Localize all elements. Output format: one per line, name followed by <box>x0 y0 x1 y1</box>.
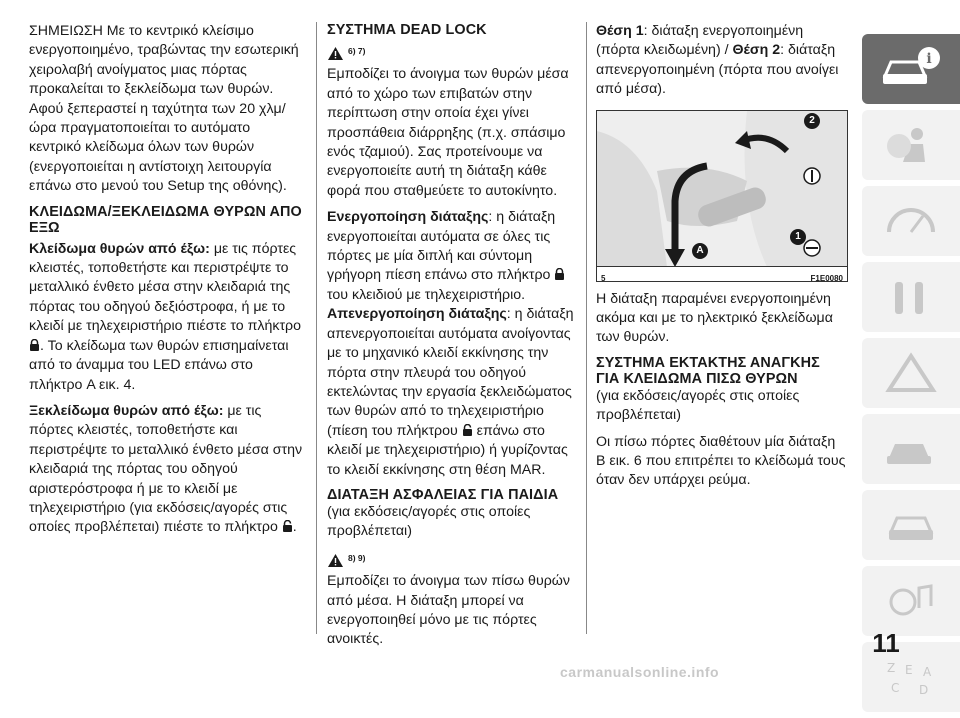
child-safety-subtitle: (για εκδόσεις/αγορές στις οποίες προβλέπεται) <box>327 503 531 540</box>
activation-text-a: : η διάταξη ενεργοποιείται αυτόματα σε όλες τις πόρτες με μία διπλή και σύντομη γρήγορη πίεση επάνω στο πλήκτρο <box>327 209 556 284</box>
child-safety-paragraph: Εμποδίζει το άνοιγμα των πίσω θυρών από μέσα. Η διάταξη μπορεί να ενεργοποιηθεί μόνο με τις πόρτες ανοικτές. <box>327 573 570 648</box>
airbag-icon <box>879 122 943 168</box>
unlock-text-a: με τις πόρτες κλειστές, τοποθετήστε και περιστρέψτε το μεταλλικό ένθετο μέσα στην κλειδαριά της πόρτας του οδηγού αριστερόστροφα ή με το κλειδί με τηλεχειριστήριο (για εκδόσεις/αγορές στις οποίες προβλέπεται) πιέστε το πλήκτρο <box>29 402 303 536</box>
warning-ref-2 <box>327 549 577 568</box>
tab-emergency[interactable] <box>862 338 960 408</box>
warning-triangle-icon <box>879 350 943 396</box>
activation-paragraph <box>327 208 577 305</box>
badge-2: 2 <box>804 113 820 129</box>
svg-text:i: i <box>926 51 932 67</box>
emergency-lock-paragraph: Οι πίσω πόρτες διαθέτουν μία διάταξη B εικ. 6 που επιτρέπει το κλείδωμά τους όταν δεν υπάρχει ρεύμα. <box>596 433 846 489</box>
padlock-open-icon <box>462 423 473 435</box>
column-divider <box>586 22 587 634</box>
badge-a: A <box>692 243 708 259</box>
tools-icon <box>879 274 943 320</box>
section-heading-dead-lock: ΣΥΣΤΗΜΑ DEAD LOCK <box>327 22 487 38</box>
warning-ref-1-label: 6) 7) <box>348 46 366 56</box>
page-number: 11 <box>872 628 900 658</box>
deactivation-text-a: : η διάταξη απενεργοποιείται αυτόματα ανοίγοντας με το μηχανικό κλειδί εκκίνησης την πόρτα στην πλευρά του οδηγού εκτελώντας την εργασία ξεκλειδώματος των θυρών από το τηλεχειριστήριο (πίεση του πλήκτρου <box>327 306 574 439</box>
deactivation-paragraph <box>327 305 577 480</box>
index-icon <box>879 654 943 700</box>
figure-child-lock <box>596 110 848 282</box>
position-1-label: Θέση 1 <box>596 23 644 39</box>
activation-label: Ενεργοποίηση διάταξης <box>327 209 489 226</box>
svg-text:D: D <box>919 683 929 697</box>
tab-tools[interactable] <box>862 262 960 332</box>
unlock-label: Ξεκλείδωμα θυρών από έξω: <box>29 402 224 419</box>
warning-ref-1 <box>327 42 577 61</box>
lock-label: Κλείδωμα θυρών από έξω: <box>29 240 210 257</box>
deactivation-label: Απενεργοποίηση διάταξης <box>327 306 507 323</box>
position-1-text: : διάταξη ενεργοποιημένη (πόρτα κλειδωμένη) / <box>596 23 804 59</box>
tab-technical-data[interactable] <box>862 490 960 560</box>
unlock-paragraph <box>29 402 305 538</box>
column-right <box>596 22 846 498</box>
svg-text:E: E <box>905 663 913 677</box>
lock-text-a: με τις πόρτες κλειστές, τοποθετήστε και περιστρέψτε το μεταλλικό ένθετο μέσα στην κλειδαριά της πόρτας του οδηγού δεξιόστροφα, ή με το κλειδί με τηλεχειριστήριο πιέστε το πλήκτρο <box>29 240 302 335</box>
info-car-icon <box>879 46 943 92</box>
position-2-label: Θέση 2 <box>732 42 781 59</box>
tab-multimedia[interactable] <box>862 566 960 636</box>
column-left <box>29 22 305 545</box>
badge-1: 1 <box>790 229 806 245</box>
warning-triangle-icon <box>327 553 344 568</box>
tab-maintenance[interactable] <box>862 414 960 484</box>
car-crash-icon <box>879 426 943 472</box>
padlock-open-icon <box>282 519 293 531</box>
column-middle <box>327 22 577 657</box>
lock-paragraph <box>29 240 305 395</box>
child-lock-illustration <box>597 111 847 267</box>
remains-active-paragraph: Η διάταξη παραμένει ενεργοποιημένη ακόμα και με το ηλεκτρικό ξεκλείδωμα των θυρών. <box>596 290 833 346</box>
svg-text:Z: Z <box>887 661 896 675</box>
lock-text-b: . Το κλείδωμα των θυρών επισημαίνεται από το άναμμα του LED επάνω στο πλήκτρο A εικ. 4. <box>29 337 289 393</box>
tab-safety[interactable] <box>862 110 960 180</box>
positions-paragraph <box>596 22 846 100</box>
tab-starting-driving[interactable] <box>862 186 960 256</box>
position-2-text: : διάταξη απενεργοποιημένη (πόρτα που ανοίγει από μέσα). <box>596 42 839 98</box>
figure-code: F1E0080 <box>810 273 843 282</box>
section-heading-lock-unlock: ΚΛΕΙΔΩΜΑ/ΞΕΚΛΕΙΔΩΜΑ ΘΥΡΩΝ ΑΠΟ ΕΞΩ <box>29 203 302 236</box>
note-paragraph: ΣΗΜΕΙΩΣΗ Με το κεντρικό κλείσιμο ενεργοποιημένο, τραβώντας την εσωτερική χειρολαβή ανοίγματος μιας πόρτας προκαλείται το ξεκλείδωμα των θυρών. Αφού ξεπεραστεί η ταχύτητα των 20 χλμ/ώρα πραγματοποιείται το αυτόματο κεντρικό κλείδωμα όλων των θυρών (ενεργοποιείται η αντίστοιχη λειτουργία επάνω στο μενού του Setup της οθόνης). <box>29 23 299 195</box>
tab-info[interactable] <box>862 34 960 104</box>
chapter-sidebar <box>862 34 960 718</box>
watermark: carmanualsonline.info <box>560 664 720 680</box>
svg-text:C: C <box>891 681 900 695</box>
figure-number: 5 <box>601 273 606 282</box>
svg-text:A: A <box>923 665 932 679</box>
multimedia-icon <box>879 578 943 624</box>
warning-ref-2-label: 8) 9) <box>348 552 366 563</box>
deactivation-text-b: επάνω στο κλειδί με τηλεχειριστήριο) ή γυρίζοντας το κλειδί εκκίνησης στη θέση MAR. <box>327 422 568 478</box>
figure-caption-bar <box>597 266 847 281</box>
unlock-text-b: . <box>292 519 297 536</box>
warning-triangle-icon <box>327 46 344 61</box>
padlock-closed-icon <box>29 338 40 350</box>
emergency-lock-subtitle: (για εκδόσεις/αγορές στις οποίες προβλέπεται) <box>596 387 800 424</box>
section-heading-emergency-lock: ΣΥΣΤΗΜΑ ΕΚΤΑΚΤΗΣ ΑΝΑΓΚΗΣ ΓΙΑ ΚΛΕΙΔΩΜΑ ΠΙΣΩ ΘΥΡΩΝ <box>596 354 820 387</box>
dead-lock-paragraph: Εμποδίζει το άνοιγμα των θυρών μέσα από το χώρο των επιβατών στην περίπτωση στην οποία έχει γίνει προσπάθεια διάρρηξης (π.χ. σπάσιμο ενός τζαμιού). Σας προτείνουμε να ενεργοποιείτε αυτή τη διάταξη κάθε φορά που σταθμεύετε το αυτοκίνητο. <box>327 66 569 199</box>
section-heading-child-safety: ΔΙΑΤΑΞΗ ΑΣΦΑΛΕΙΑΣ ΓΙΑ ΠΑΙΔΙΑ <box>327 486 559 503</box>
dashboard-icon <box>879 198 943 244</box>
activation-text-b: του κλειδιού με τηλεχειριστήριο. <box>327 286 526 303</box>
car-service-icon <box>879 502 943 548</box>
padlock-closed-icon <box>554 267 565 279</box>
column-divider <box>316 22 317 634</box>
